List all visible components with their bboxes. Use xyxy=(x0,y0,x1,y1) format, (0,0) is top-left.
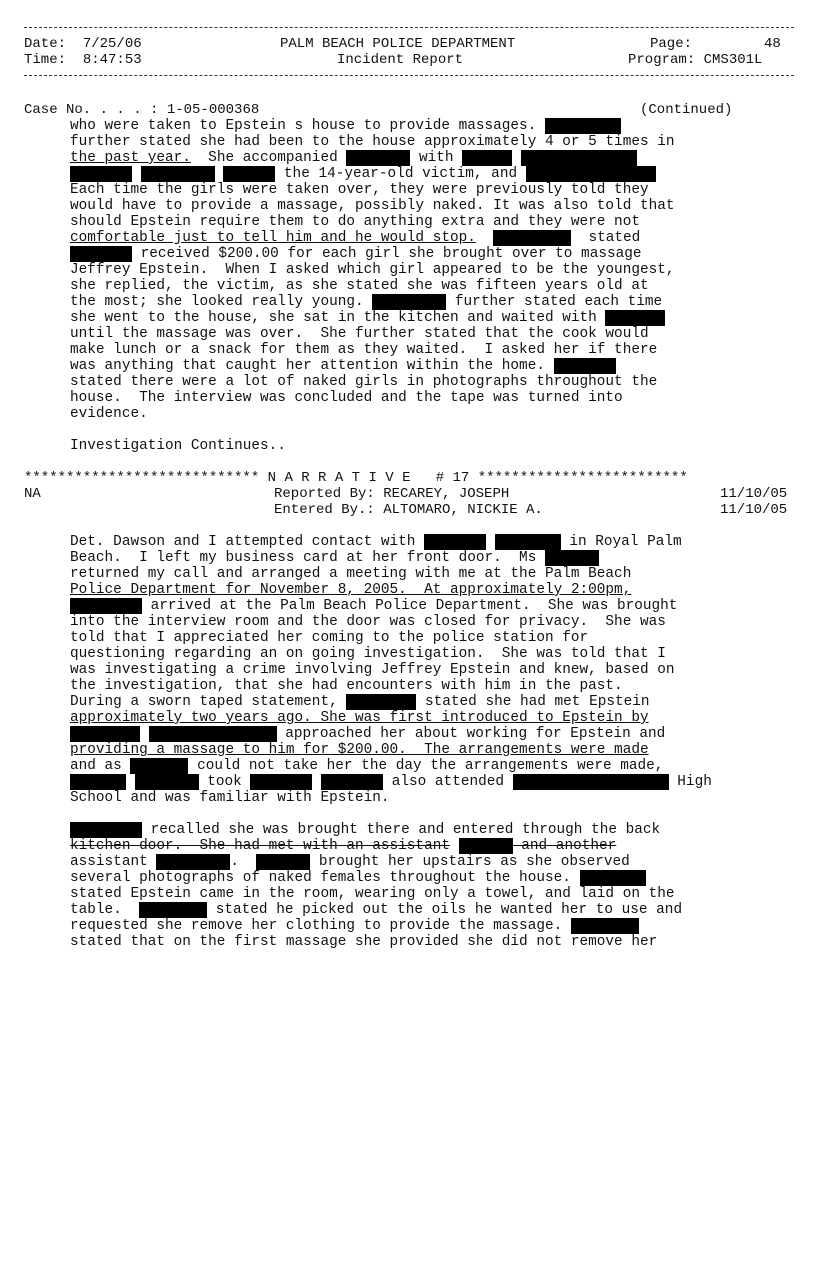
text-line xyxy=(70,358,616,374)
redaction-box xyxy=(462,150,512,166)
text-run: in Royal Palm xyxy=(569,534,682,550)
redaction-box xyxy=(554,358,616,374)
date-value: 7/25/06 xyxy=(82,36,142,52)
time-value: 8:47:53 xyxy=(82,52,142,68)
text-run: Police Department for November 8, 2005. At approximately 2:00pm, xyxy=(70,582,632,598)
text-run: High xyxy=(668,774,712,790)
text-line: Investigation Continues.. xyxy=(70,438,286,454)
redaction-box xyxy=(493,230,571,246)
text-run: who were taken to Epstein s house to provide massages. xyxy=(70,118,537,134)
redaction-box xyxy=(346,150,410,166)
text-run: . xyxy=(230,854,239,870)
text-run: requested she remove her clothing to provide the massage. xyxy=(70,918,563,934)
text-run: stated xyxy=(588,230,641,246)
redaction-box xyxy=(130,758,188,774)
text-run: table. xyxy=(70,902,122,918)
text-line: until the massage was over. She further stated that the cook would xyxy=(70,326,649,342)
redaction-box xyxy=(346,694,416,710)
case-number-line xyxy=(24,102,259,118)
redaction-box xyxy=(70,726,140,742)
redaction-box xyxy=(571,918,639,934)
text-line xyxy=(70,230,640,246)
text-line xyxy=(70,294,662,310)
redaction-box xyxy=(513,774,669,790)
text-line: stated Epstein came in the room, wearing only a towel, and laid on the xyxy=(70,886,675,902)
text-line xyxy=(70,838,616,854)
report-type: Incident Report xyxy=(337,52,464,68)
redaction-box xyxy=(250,774,312,790)
reported-by-row xyxy=(274,486,509,502)
text-run: comfortable just to tell him and he would stop. xyxy=(70,230,476,246)
redaction-box xyxy=(545,118,621,134)
text-line xyxy=(70,918,639,934)
text-line: the investigation, that she had encounters with him in the past. xyxy=(70,678,623,694)
redaction-box xyxy=(70,598,142,614)
redaction-box xyxy=(321,774,383,790)
text-line xyxy=(70,166,656,182)
time-label: Time: xyxy=(24,52,67,68)
text-run: she went to the house, she sat in the kitchen and waited with xyxy=(70,310,597,326)
redaction-box xyxy=(526,166,656,182)
text-run: took xyxy=(198,774,251,790)
text-line xyxy=(70,550,599,566)
redaction-box xyxy=(605,310,665,326)
text-line: questioning regarding an on going investigation. She was told that I xyxy=(70,646,666,662)
text-run: received $200.00 for each girl she brought over to massage xyxy=(132,246,642,262)
text-line xyxy=(70,870,646,886)
narrative-number: # 17 xyxy=(435,470,470,486)
entered-by-label: Entered By.: xyxy=(274,502,375,518)
redaction-box xyxy=(545,550,599,566)
text-run: brought her upstairs as she observed xyxy=(310,854,630,870)
text-line: stated there were a lot of naked girls in photographs throughout the xyxy=(70,374,658,390)
text-run: approached her about working for Epstein and xyxy=(276,726,666,742)
text-line: stated that on the first massage she provided she did not remove her xyxy=(70,934,658,950)
text-run: the 14-year-old victim, and xyxy=(283,166,518,182)
text-line: Jeffrey Epstein. When I asked which girl appeared to be the youngest, xyxy=(70,262,675,278)
page-label: Page: xyxy=(650,36,693,52)
text-run: Beach. I left my business card at her front door. Ms xyxy=(70,550,537,566)
time-row xyxy=(24,52,142,68)
text-run: assistant xyxy=(70,854,157,870)
text-line xyxy=(70,774,712,790)
text-run: providing a massage to him for $200.00. The arrangements were made xyxy=(70,742,649,758)
case-label: Case No. . . . : xyxy=(24,102,167,118)
redaction-box xyxy=(70,774,126,790)
page-row xyxy=(650,36,692,52)
reported-date: 11/10/05 xyxy=(720,486,788,502)
entered-date: 11/10/05 xyxy=(720,502,788,518)
text-line xyxy=(70,902,682,918)
text-line: she replied, the victim, as she stated she was fifteen years old at xyxy=(70,278,649,294)
text-run: the most; she looked really young. xyxy=(70,294,364,310)
continued-label: (Continued) xyxy=(640,102,733,118)
text-run: also attended xyxy=(383,774,513,790)
text-line xyxy=(70,134,675,150)
text-run: During a sworn taped statement, xyxy=(70,694,338,710)
text-line xyxy=(70,310,665,326)
redaction-box xyxy=(139,902,207,918)
text-run: and as xyxy=(70,758,122,774)
reported-by-label: Reported By: xyxy=(274,486,375,502)
redaction-box xyxy=(256,854,310,870)
text-run: could not take her the day the arrangements were made, xyxy=(188,758,664,774)
text-run: ************************* xyxy=(469,470,688,486)
redaction-box xyxy=(70,822,142,838)
text-line: Each time the girls were taken over, they were previously told they xyxy=(70,182,649,198)
entered-by-value: ALTOMARO, NICKIE A. xyxy=(383,502,543,518)
text-line: would have to provide a massage, possibly naked. It was also told that xyxy=(70,198,675,214)
text-run: further stated each time xyxy=(454,294,663,310)
redaction-box xyxy=(135,774,199,790)
text-run: recalled she was brought there and entered through the back xyxy=(142,822,661,838)
text-line xyxy=(70,742,649,758)
text-line xyxy=(70,694,650,710)
narrative-code: NA xyxy=(24,486,41,502)
program-label: Program: xyxy=(628,52,696,68)
text-run: **************************** xyxy=(24,470,268,486)
text-line xyxy=(70,710,649,726)
redaction-box xyxy=(70,246,132,262)
text-line xyxy=(70,726,665,742)
text-line: should Epstein require them to do anything extra and they were not xyxy=(70,214,640,230)
text-run: further stated she had been to the house approximately 4 or 5 times in xyxy=(70,134,675,150)
date-row xyxy=(24,36,142,52)
redaction-box xyxy=(141,166,215,182)
narrative-title: N A R R A T I V E xyxy=(267,470,411,486)
text-line xyxy=(70,854,630,870)
text-line: School and was familiar with Epstein. xyxy=(70,790,390,806)
text-line xyxy=(70,598,677,614)
text-run: was anything that caught her attention within the home. xyxy=(70,358,545,374)
text-line xyxy=(70,758,663,774)
redaction-box xyxy=(372,294,446,310)
redaction-box xyxy=(70,166,132,182)
text-run: kitchen door. She had met with an assistant xyxy=(70,838,450,854)
redaction-box xyxy=(580,870,646,886)
text-run: the past year. xyxy=(70,150,191,166)
page-number: 48 xyxy=(764,36,781,52)
text-run: stated he picked out the oils he wanted her to use and xyxy=(207,902,683,918)
text-run: Det. Dawson and I attempted contact with xyxy=(70,534,416,550)
text-run: stated she had met Epstein xyxy=(416,694,650,710)
program-row xyxy=(628,52,762,68)
top-divider xyxy=(24,27,794,28)
text-line xyxy=(70,822,660,838)
narrative-banner xyxy=(24,470,688,486)
redaction-box xyxy=(156,854,230,870)
program-value: CMS301L xyxy=(703,52,763,68)
reported-by-value: RECAREY, JOSEPH xyxy=(383,486,510,502)
text-line: told that I appreciated her coming to the police station for xyxy=(70,630,589,646)
redaction-box xyxy=(495,534,561,550)
text-line: make lunch or a snack for them as they waited. I asked her if there xyxy=(70,342,658,358)
text-line: was investigating a crime involving Jeffrey Epstein and knew, based on xyxy=(70,662,675,678)
text-line: evidence. xyxy=(70,406,148,422)
case-number: 1-05-000368 xyxy=(166,102,260,118)
text-line xyxy=(70,150,637,166)
text-line: house. The interview was concluded and the tape was turned into xyxy=(70,390,623,406)
text-run: arrived at the Palm Beach Police Department. She was brought xyxy=(142,598,678,614)
redaction-box xyxy=(424,534,486,550)
redaction-box xyxy=(459,838,513,854)
header-bottom-divider xyxy=(24,75,794,76)
text-line: into the interview room and the door was closed for privacy. She was xyxy=(70,614,666,630)
text-line xyxy=(70,582,631,598)
text-run: and another xyxy=(512,838,617,854)
redaction-box xyxy=(223,166,275,182)
text-line: returned my call and arranged a meeting with me at the Palm Beach xyxy=(70,566,632,582)
redaction-box xyxy=(149,726,277,742)
text-line xyxy=(70,246,642,262)
date-label: Date: xyxy=(24,36,67,52)
text-run: She accompanied xyxy=(190,150,347,166)
text-line xyxy=(70,534,682,550)
department-name: PALM BEACH POLICE DEPARTMENT xyxy=(280,36,516,52)
text-run: with xyxy=(410,150,463,166)
entered-by-row xyxy=(274,502,543,518)
text-run: approximately two years ago. She was first introduced to Epstein by xyxy=(70,710,649,726)
text-line xyxy=(70,118,621,134)
redaction-box xyxy=(521,150,637,166)
text-run: several photographs of naked females throughout the house. xyxy=(70,870,571,886)
